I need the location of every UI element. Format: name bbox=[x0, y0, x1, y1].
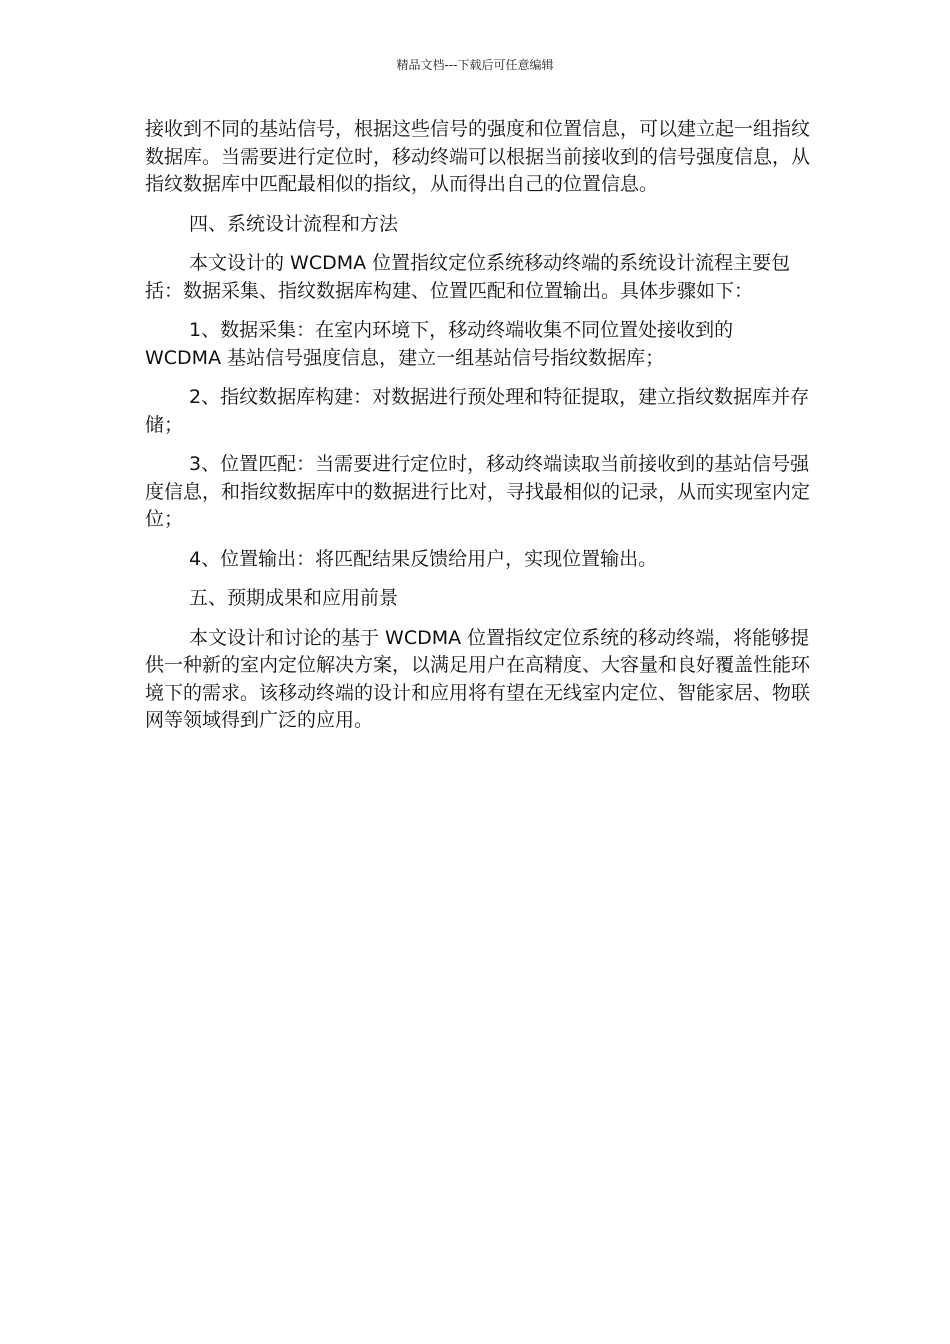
section-heading-5: 五、预期成果和应用前景 bbox=[189, 587, 399, 609]
section-heading-4: 四、系统设计流程和方法 bbox=[189, 212, 399, 235]
paragraph-intro-continuation: 接收到不同的基站信号，根据这些信号的强度和位置信息，可以建立起一组指纹数据库。当需要进行定位时，移动终端可以根据当前接收到的信号强度信息，从指纹数据库中匹配最相似的指纹，从而得出自己的位置信息。 bbox=[145, 118, 811, 195]
page-header: 精品文档---下载后可任意编辑 bbox=[396, 58, 554, 72]
paragraph-expected-outcomes: 本文设计和讨论的基于 WCDMA 位置指纹定位系统的移动终端，将能够提供一种新的室内定位解决方案，以满足用户在高精度、大容量和良好覆盖性能环境下的需求。该移动终端的设计和应用将有望在无线室内定位、智能家居、物联网等领域得到广泛的应用。 bbox=[145, 626, 811, 731]
step-3-location-matching: 3、位置匹配：当需要进行定位时，移动终端读取当前接收到的基站信号强度信息，和指纹数据库中的数据进行比对，寻找最相似的记录，从而实现室内定位； bbox=[145, 453, 811, 530]
step-4-location-output: 4、位置输出：将匹配结果反馈给用户，实现位置输出。 bbox=[189, 547, 658, 570]
step-1-data-collection: 1、数据采集：在室内环境下，移动终端收集不同位置处接收到的 WCDMA 基站信号强度信息，建立一组基站信号指纹数据库； bbox=[145, 319, 734, 369]
paragraph-design-overview: 本文设计的 WCDMA 位置指纹定位系统移动终端的系统设计流程主要包括：数据采集、指纹数据库构建、位置匹配和位置输出。具体步骤如下： bbox=[145, 252, 791, 302]
step-2-database-build: 2、指纹数据库构建：对数据进行预处理和特征提取，建立指纹数据库并存储； bbox=[145, 386, 810, 436]
document-body bbox=[145, 116, 810, 747]
